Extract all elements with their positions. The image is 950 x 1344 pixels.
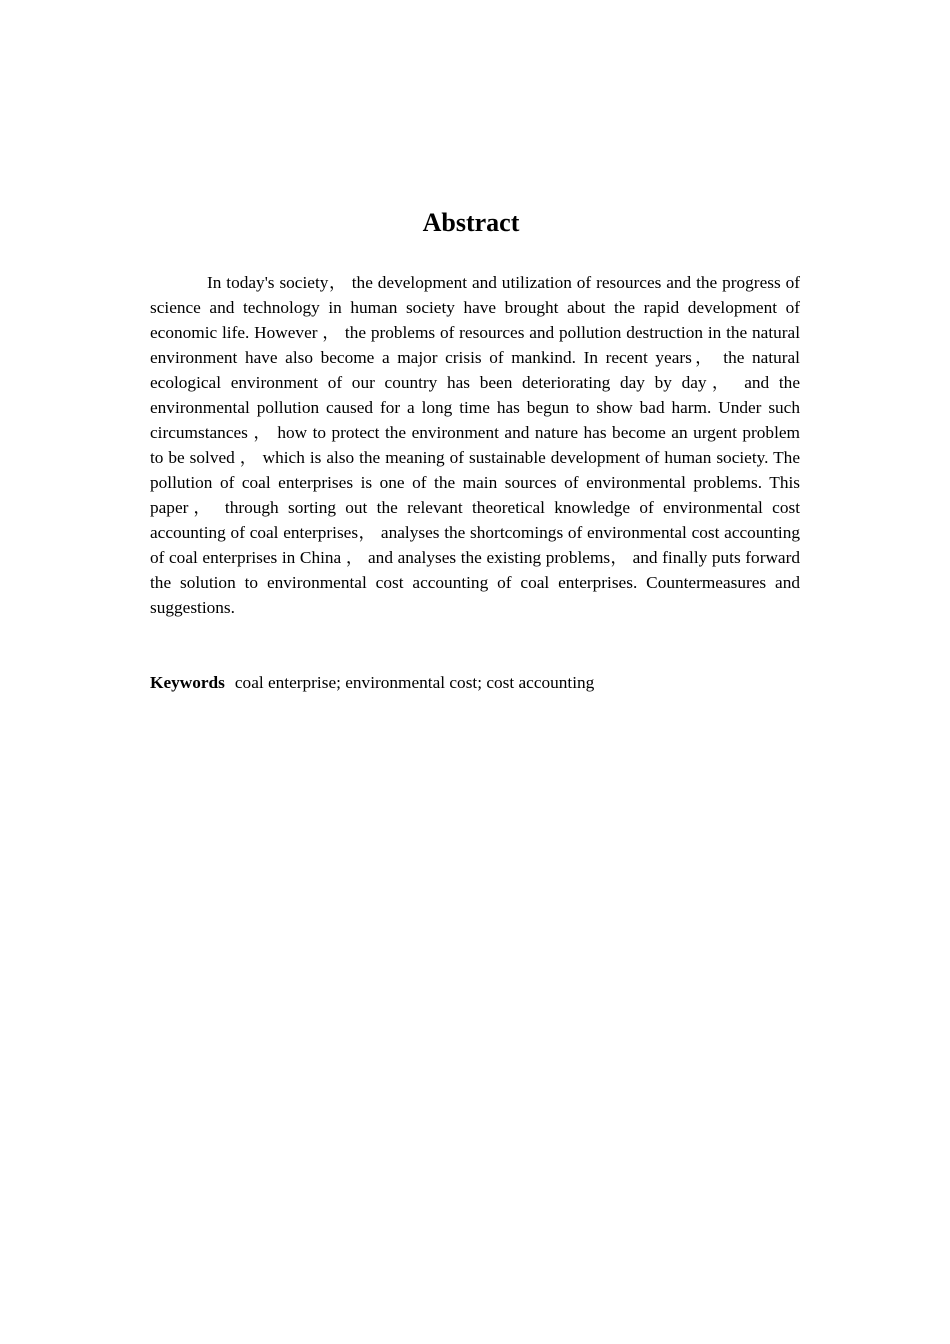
keywords-text: coal enterprise; environmental cost; cost accounting	[234, 673, 595, 692]
keywords-label: Keywords	[150, 673, 225, 692]
abstract-body: In today's society， the development and utilization of resources and the progress of science and technology in human society have brought about the rapid development of economic life. However ， the problems of resources and pollution destruction in the natural environment have also become a major crisis of mankind. In recent years， the natural ecological environment of our country has been deteriorating day by day， and the environmental pollution caused for a long time has begun to show bad harm. Under such circumstances ， how to protect the environment and nature has become an urgent problem to be solved ， which is also the meaning of sustainable development of human society. The pollution of coal enterprises is one of the main sources of environmental problems. This paper， through sorting out the relevant theoretical knowledge of environmental cost accounting of coal enterprises， analyses the shortcomings of environmental cost accounting of coal enterprises in China ， and analyses the existing problems， and finally puts forward the solution to environmental cost accounting of coal enterprises. Countermeasures and suggestions.	[150, 273, 800, 617]
keywords-line	[150, 670, 800, 695]
abstract-title: Abstract	[422, 208, 520, 237]
